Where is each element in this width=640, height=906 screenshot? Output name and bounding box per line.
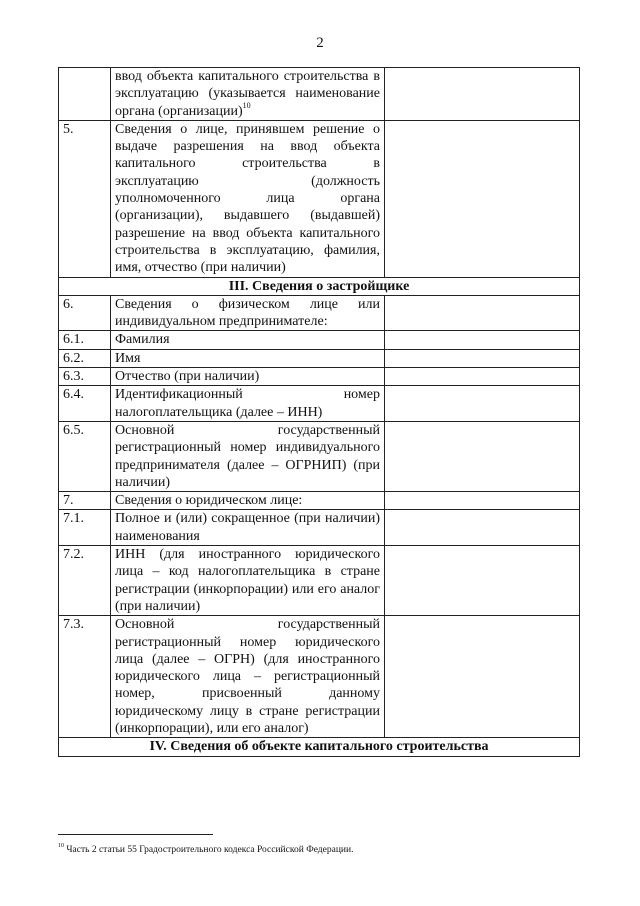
footnote-separator <box>58 834 213 835</box>
row-value-cell[interactable] <box>385 331 580 349</box>
row-value-cell[interactable] <box>385 386 580 422</box>
row-number: 7.3. <box>59 616 111 738</box>
row-number: 6.3. <box>59 368 111 386</box>
row-value-cell[interactable] <box>385 510 580 546</box>
section-heading-row <box>59 738 580 756</box>
footnote-mark: 10 <box>58 842 64 849</box>
row-description <box>111 331 385 349</box>
row-description-text: Фамилия <box>115 332 170 348</box>
row-value-cell[interactable] <box>385 616 580 738</box>
form-row <box>59 120 580 277</box>
row-description <box>111 421 385 491</box>
row-number: 6.5. <box>59 421 111 491</box>
row-description <box>111 546 385 616</box>
row-description-text: Идентификационный номер налогоплательщика (далее – ИНН) <box>115 387 380 420</box>
row-description <box>111 368 385 386</box>
row-value-cell[interactable] <box>385 492 580 510</box>
form-row <box>59 331 580 349</box>
row-number: 7. <box>59 492 111 510</box>
section-heading: III. Сведения о застройщике <box>59 277 580 295</box>
row-number: 7.2. <box>59 546 111 616</box>
row-number: 7.1. <box>59 510 111 546</box>
row-number: 6.2. <box>59 349 111 367</box>
form-row <box>59 546 580 616</box>
form-row <box>59 421 580 491</box>
row-description-text: Сведения о физическом лице или индивидуальном предпринимателе: <box>115 296 380 330</box>
row-description-text: Полное и (или) сокращенное (при наличии) наименования <box>115 511 380 544</box>
row-description <box>111 616 385 738</box>
row-description <box>111 510 385 546</box>
form-row <box>59 349 580 367</box>
footnote-text: Часть 2 статьи 55 Градостроительного кодекса Российской Федерации. <box>66 845 354 855</box>
form-row <box>59 386 580 422</box>
footnote <box>58 844 353 856</box>
row-value-cell[interactable] <box>385 295 580 331</box>
row-description-text: Имя <box>115 350 141 366</box>
section-heading-row <box>59 277 580 295</box>
row-description-text: Отчество (при наличии) <box>115 369 260 385</box>
section-heading: IV. Сведения об объекте капитального строительства <box>59 738 580 756</box>
row-description-text: Основной государственный регистрационный номер индивидуального предпринимателя (далее – ОГРНИП) (при наличии) <box>115 422 380 490</box>
row-value-cell[interactable] <box>385 68 580 121</box>
row-description-text: Основной государственный регистрационный номер юридического лица (далее – ОГРН) (для иностранного юридического лица – регистрационный номер, присвоенный данному юридическому лицу в стране регистрации (инкорпорации), или его аналог) <box>115 617 380 736</box>
form-row <box>59 68 580 121</box>
row-value-cell[interactable] <box>385 349 580 367</box>
row-description-text: ИНН (для иностранного юридического лица – код налогоплательщика в стране регистрации (инкорпорации) или его аналог (при наличии) <box>115 547 380 614</box>
footnote-reference: 10 <box>242 100 251 110</box>
row-number: 6.1. <box>59 331 111 349</box>
form-row <box>59 510 580 546</box>
row-description-text: Сведения о лице, принявшем решение о выдаче разрешения на ввод объекта капитального строительства в эксплуатацию (должность уполномоченного лица органа (организации), выдавшего (выдавшей) разрешение на ввод объекта капитального строительства в эксплуатацию, фамилия, имя, отчество (при наличии) <box>115 121 380 276</box>
row-description <box>111 120 385 277</box>
row-description <box>111 386 385 422</box>
form-row <box>59 295 580 331</box>
row-description <box>111 349 385 367</box>
form-row <box>59 368 580 386</box>
row-number: 5. <box>59 120 111 277</box>
row-description-text: ввод объекта капитального строительства в эксплуатацию (указывается наименование органа (организации) <box>115 69 380 119</box>
row-description <box>111 295 385 331</box>
row-description <box>111 492 385 510</box>
page-number: 2 <box>316 35 324 51</box>
form-row <box>59 492 580 510</box>
row-value-cell[interactable] <box>385 368 580 386</box>
row-description-text: Сведения о юридическом лице: <box>115 493 303 509</box>
row-value-cell[interactable] <box>385 120 580 277</box>
application-form-table <box>58 67 580 757</box>
form-row <box>59 616 580 738</box>
row-number <box>59 68 111 121</box>
row-value-cell[interactable] <box>385 421 580 491</box>
row-number: 6.4. <box>59 386 111 422</box>
row-number: 6. <box>59 295 111 331</box>
row-description <box>111 68 385 121</box>
row-value-cell[interactable] <box>385 546 580 616</box>
